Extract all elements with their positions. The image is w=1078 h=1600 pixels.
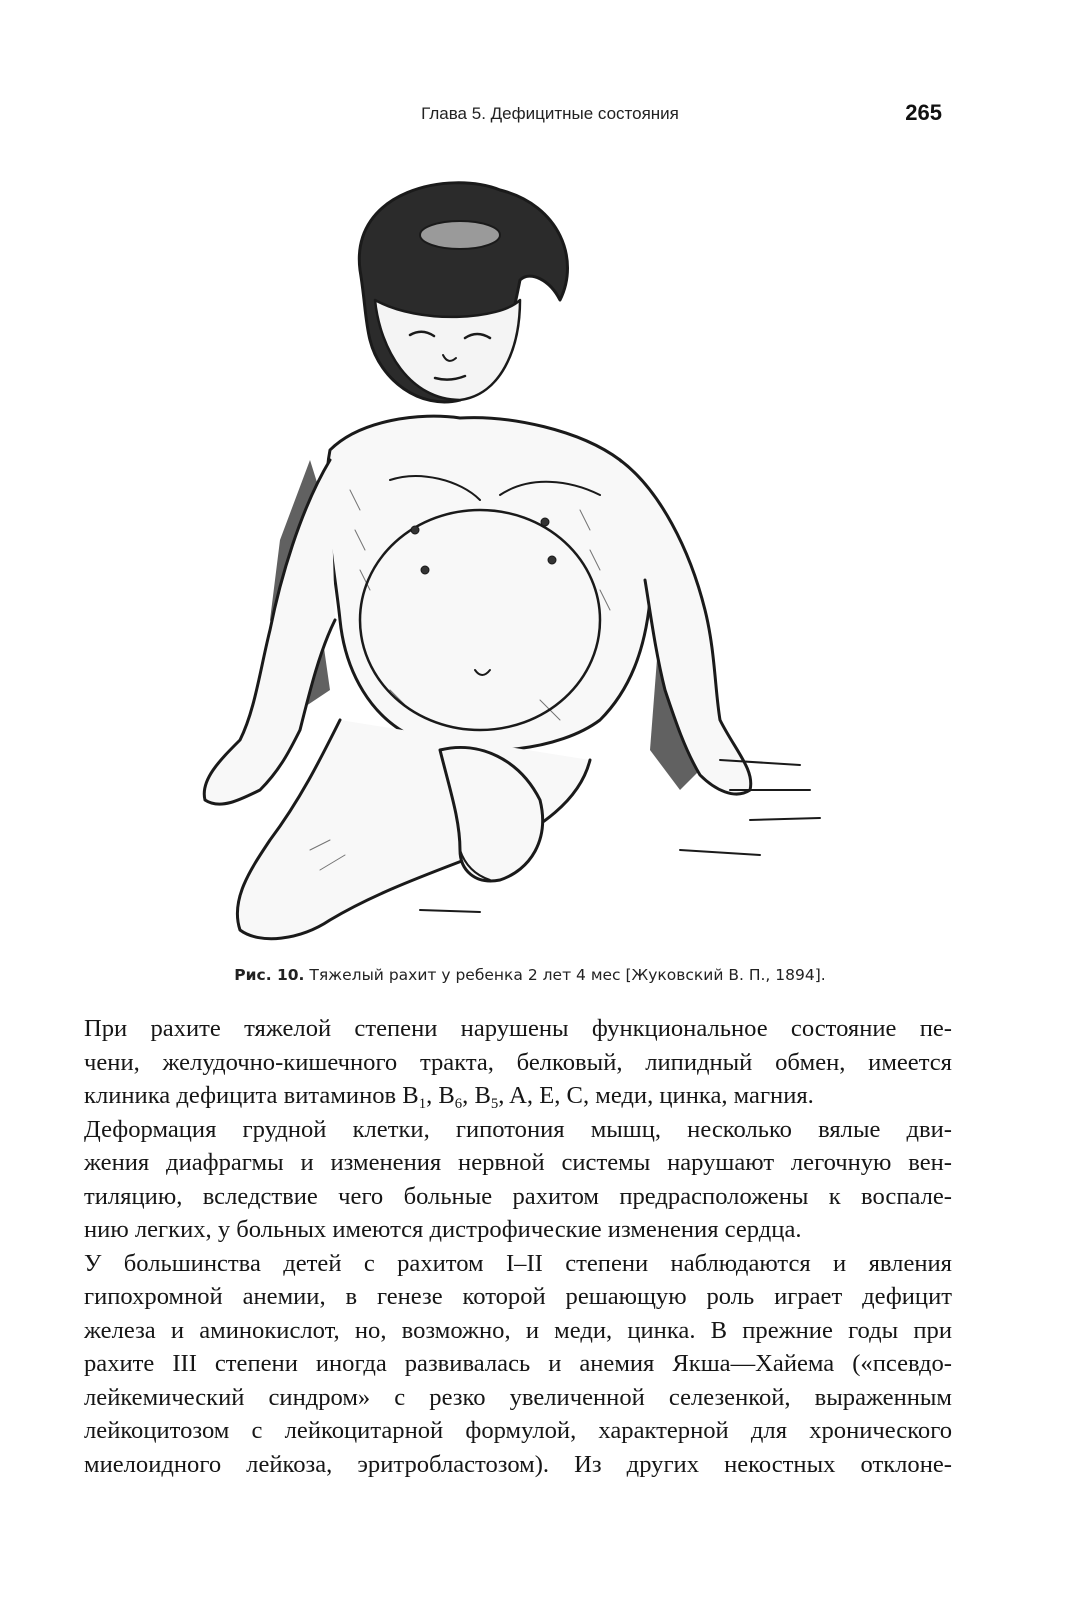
figure-illustration [160, 150, 860, 960]
text-line: чени, желудочно-кишечного тракта, белковый, липидный обмен, имеется [84, 1048, 952, 1076]
figure-caption [100, 966, 960, 984]
text-line: При рахите тяжелой степени нарушены функциональное состояние пе- [84, 1015, 952, 1042]
text-line: тиляцию, вследствие чего больные рахитом предрасположены к воспале- [84, 1182, 952, 1210]
text-line: жения диафрагмы и изменения нервной системы нарушают легочную вен- [84, 1149, 952, 1176]
text-line: рахите III степени иногда развивалась и анемия Якша—Хайема («псевдо- [84, 1350, 952, 1377]
text-line: У большинства детей с рахитом I–II степени наблюдаются и явления [84, 1249, 952, 1277]
body-text [84, 1012, 952, 1481]
text-line: миелоидного лейкоза, эритробластозом). Из других некостных отклоне- [84, 1450, 952, 1478]
page-number: 265 [905, 100, 942, 125]
text-line: лейкоцитозом с лейкоцитарной формулой, характерной для хронического [84, 1417, 952, 1444]
text-line: железа и аминокислот, но, возможно, и меди, цинка. В прежние годы при [84, 1316, 952, 1344]
text-line: нию легких, у больных имеются дистрофические изменения сердца. [84, 1216, 802, 1243]
text-line: лейкемический синдром» с резко увеличенной селезенкой, выраженным [84, 1383, 952, 1411]
rickets-child-drawing [160, 150, 860, 960]
running-head [90, 100, 950, 130]
text-line: клиника дефицита витаминов $B_1$, $B_6$, $B_5$, A, E, C, меди, цинка, магния. [84, 1082, 814, 1112]
text-line: Деформация грудной клетки, гипотония мышц, несколько вялые дви- [84, 1115, 952, 1143]
text-line: гипохромной анемии, в генезе которой решающую роль играет дефицит [84, 1283, 952, 1310]
chapter-title: Глава 5. Дефицитные состояния [421, 104, 679, 123]
figure-caption-text: Тяжелый рахит у ребенка 2 лет 4 мес [Жуковский В. П., 1894]. [309, 966, 826, 984]
figure-label: Рис. 10. [234, 966, 305, 984]
